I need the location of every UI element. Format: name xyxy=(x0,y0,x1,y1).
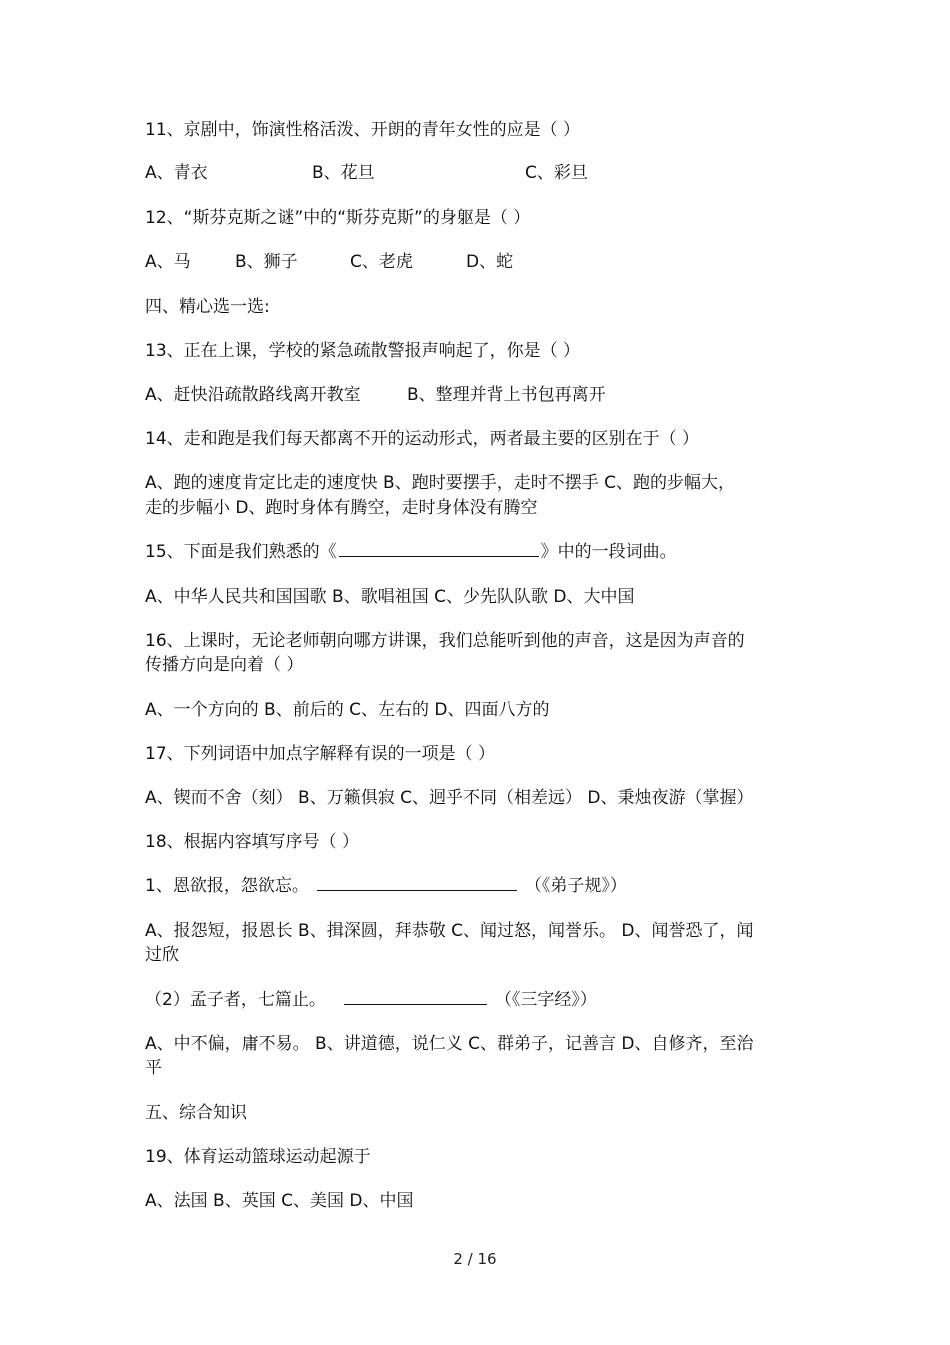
option-d: D、蛇 xyxy=(466,252,514,272)
question-18: 18、根据内容填写序号（ ） xyxy=(145,832,360,852)
question-18-sub2 xyxy=(145,988,805,1012)
option-b: B、花旦 xyxy=(312,163,375,183)
question-11: 11、京剧中，饰演性格活泼、开朗的青年女性的应是（ ） xyxy=(145,120,581,140)
question-13: 13、正在上课，学校的紧急疏散警报声响起了，你是（ ） xyxy=(145,341,581,361)
section-heading-5: 五、综合知识 xyxy=(145,1103,247,1123)
question-16-line2: 传播方向是向着（ ） xyxy=(145,655,304,675)
sub1-suffix: （《弟子规》） xyxy=(524,876,627,896)
answer-blank[interactable] xyxy=(317,874,517,891)
question-17: 17、下列词语中加点字解释有误的一项是（ ） xyxy=(145,744,496,764)
question-14-options-line1: A、跑的速度肯定比走的速度快 B、跑时要摆手，走时不摆手 C、跑的步幅大， xyxy=(145,473,735,493)
page-number: 2 / 16 xyxy=(453,1250,497,1268)
question-16-options: A、一个方向的 B、前后的 C、左右的 D、四面八方的 xyxy=(145,700,550,720)
option-c: C、彩旦 xyxy=(525,163,588,183)
question-15-options: A、中华人民共和国国歌 B、歌唱祖国 C、少先队队歌 D、大中国 xyxy=(145,587,635,607)
option-b: B、狮子 xyxy=(235,252,298,272)
question-15 xyxy=(145,540,805,564)
option-a: A、赶快沿疏散路线离开教室 xyxy=(145,385,361,405)
question-13-options xyxy=(145,383,805,407)
question-12-options xyxy=(145,250,805,274)
question-12: 12、“斯芬克斯之谜”中的“斯芬克斯”的身躯是（ ） xyxy=(145,208,531,228)
question-15-suffix: 》中的一段词曲。 xyxy=(540,542,677,562)
option-a: A、马 xyxy=(145,252,191,272)
question-18-sub2-options-line2: 平 xyxy=(145,1058,162,1078)
question-18-sub1 xyxy=(145,874,805,898)
answer-blank[interactable] xyxy=(344,988,487,1005)
question-11-options xyxy=(145,161,805,185)
question-15-prefix: 15、下面是我们熟悉的《 xyxy=(145,542,337,562)
question-17-options: A、锲而不舍（刻） B、万籁俱寂 C、迥乎不同（相差远） D、秉烛夜游（掌握） xyxy=(145,788,754,808)
question-18-sub1-options-line2: 过欣 xyxy=(145,945,179,965)
question-18-sub1-options-line1: A、报怨短，报恩长 B、揖深圆，拜恭敬 C、闻过怒，闻誉乐。 D、闻誉恐了，闻 xyxy=(145,921,754,941)
question-19-options: A、法国 B、英国 C、美国 D、中国 xyxy=(145,1191,414,1211)
question-18-sub2-options-line1: A、中不偏，庸不易。 B、讲道德，说仁义 C、群弟子，记善言 D、自修齐，至治 xyxy=(145,1034,754,1054)
sub1-prefix: 1、恩欲报，怨欲忘。 xyxy=(145,876,309,896)
sub2-suffix: （《三字经》） xyxy=(494,990,597,1010)
answer-blank[interactable] xyxy=(339,540,539,557)
section-heading-4: 四、精心选一选: xyxy=(145,297,270,317)
question-19: 19、体育运动篮球运动起源于 xyxy=(145,1147,371,1167)
question-14-options-line2: 走的步幅小 D、跑时身体有腾空，走时身体没有腾空 xyxy=(145,498,538,518)
question-16-line1: 16、上课时，无论老师朝向哪方讲课，我们总能听到他的声音，这是因为声音的 xyxy=(145,631,745,651)
question-14: 14、走和跑是我们每天都离不开的运动形式，两者最主要的区别在于（ ） xyxy=(145,429,700,449)
sub2-prefix: （2）孟子者，七篇止。 xyxy=(145,990,326,1010)
option-b: B、整理并背上书包再离开 xyxy=(407,385,606,405)
option-a: A、青衣 xyxy=(145,163,208,183)
option-c: C、老虎 xyxy=(350,252,413,272)
